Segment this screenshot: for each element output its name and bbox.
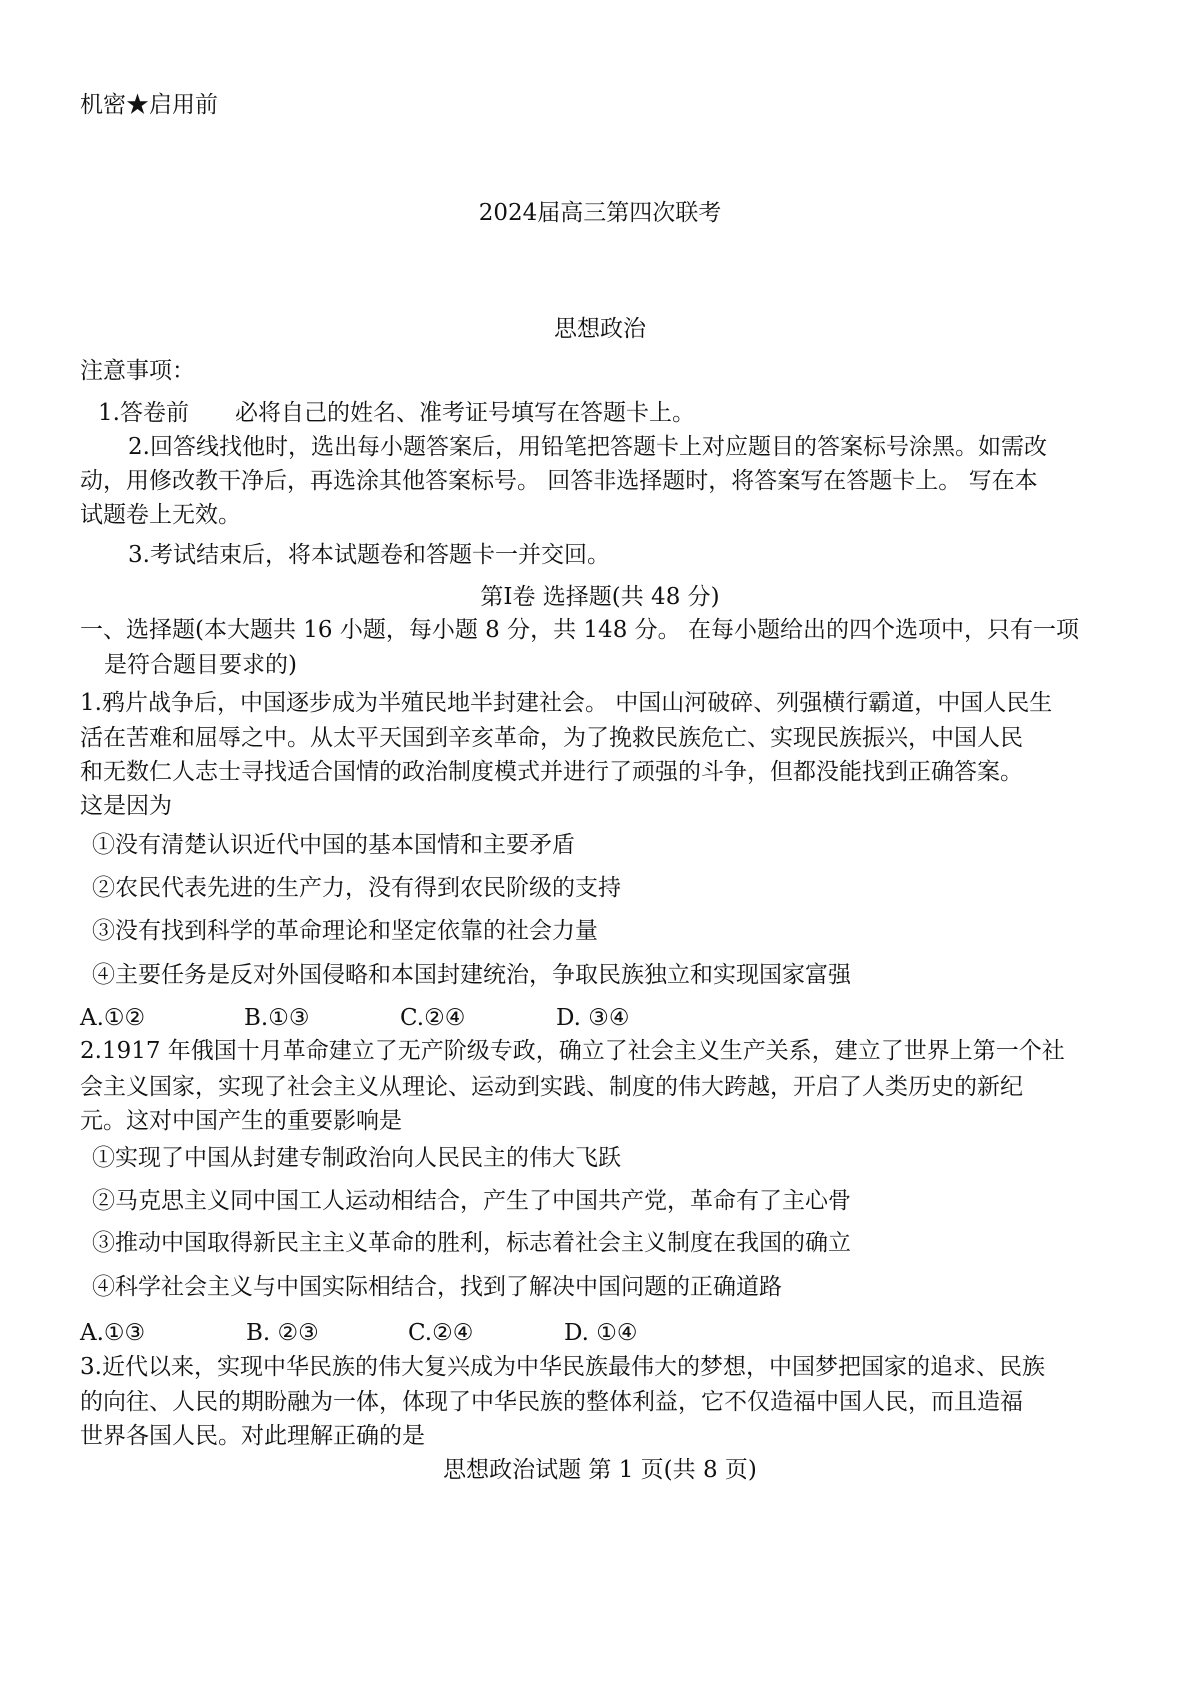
notice-item-2-line-1: 2.回答线找他时，选出每小题答案后，用铅笔把答题卡上对应题目的答案标号涂黑。如需改 [128,434,1047,460]
q1-option-c: C.②④ [400,1005,466,1031]
q2-stem-line-1: 2.1917 年俄国十月革命建立了无产阶级专政，确立了社会主义生产关系，建立了世界上第一个社 [80,1038,1065,1064]
q2-option-b: B. ②③ [246,1320,319,1346]
q3-stem-line-1: 3.近代以来，实现中华民族的伟大复兴成为中华民族最伟大的梦想，中国梦把国家的追求、民族 [80,1354,1045,1380]
q1-statement-4: ④主要任务是反对外国侵略和本国封建统治，争取民族独立和实现国家富强 [92,962,851,988]
q1-statement-3: ③没有找到科学的革命理论和坚定依靠的社会力量 [92,918,598,944]
q2-option-c: C.②④ [408,1320,474,1346]
q1-stem-line-4: 这是因为 [80,793,172,819]
section-instruction-line-1: 一、选择题(本大题共 16 小题，每小题 8 分，共 148 分。 在每小题给出的四个选项中，只有一项 [80,617,1079,643]
notice-item-2-line-3: 试题卷上无效。 [80,502,241,528]
q1-stem-line-2: 活在苦难和屈辱之中。从太平天国到辛亥革命，为了挽救民族危亡、实现民族振兴，中国人民 [80,725,1023,751]
q1-option-a: A.①② [80,1005,146,1031]
q2-statement-3: ③推动中国取得新民主主义革命的胜利，标志着社会主义制度在我国的确立 [92,1230,851,1256]
q3-stem-line-3: 世界各国人民。对此理解正确的是 [80,1423,425,1449]
notice-item-3: 3.考试结束后，将本试题卷和答题卡一并交回。 [128,542,610,568]
subject-title: 思想政治 [554,316,646,342]
q1-option-b: B.①③ [244,1005,310,1031]
q2-stem-line-2: 会主义国家，实现了社会主义从理论、运动到实践、制度的伟大跨越，开启了人类历史的新纪 [80,1074,1023,1100]
q2-statement-1: ①实现了中国从封建专制政治向人民民主的伟大飞跃 [92,1145,621,1171]
section-instruction-line-2: 是符合题目要求的) [104,652,297,678]
q2-option-a: A.①③ [80,1320,146,1346]
q1-option-d: D. ③④ [556,1005,630,1031]
q2-stem-line-3: 元。这对中国产生的重要影响是 [80,1108,402,1134]
q3-stem-line-2: 的向往、人民的期盼融为一体，体现了中华民族的整体利益，它不仅造福中国人民，而且造福 [80,1389,1023,1415]
q2-statement-2: ②马克思主义同中国工人运动相结合，产生了中国共产党，革命有了主心骨 [92,1188,851,1214]
page-footer: 思想政治试题 第 1 页(共 8 页) [443,1457,757,1483]
confidential-label: 机密★启用前 [80,92,218,118]
q1-statement-1: ①没有清楚认识近代中国的基本国情和主要矛盾 [92,832,575,858]
exam-title: 2024届高三第四次联考 [478,200,722,226]
section-title: 第I卷 选择题(共 48 分) [480,584,720,610]
q1-stem-line-3: 和无数仁人志士寻找适合国情的政治制度模式并进行了顽强的斗争，但都没能找到正确答案。 [80,759,1023,785]
notice-item-2-line-2: 动，用修改教干净后，再选涂其他答案标号。 回答非选择题时，将答案写在答题卡上。 写在本 [80,468,1038,494]
q1-statement-2: ②农民代表先进的生产力，没有得到农民阶级的支持 [92,875,621,901]
notice-item-1: 1.答卷前 必将自己的姓名、准考证号填写在答题卡上。 [98,400,695,426]
q2-statement-4: ④科学社会主义与中国实际相结合，找到了解决中国问题的正确道路 [92,1274,782,1300]
q1-stem-line-1: 1.鸦片战争后，中国逐步成为半殖民地半封建社会。 中国山河破碎、列强横行霸道，中国人民生 [80,690,1053,716]
notice-heading: 注意事项： [80,358,195,384]
q2-option-d: D. ①④ [564,1320,638,1346]
